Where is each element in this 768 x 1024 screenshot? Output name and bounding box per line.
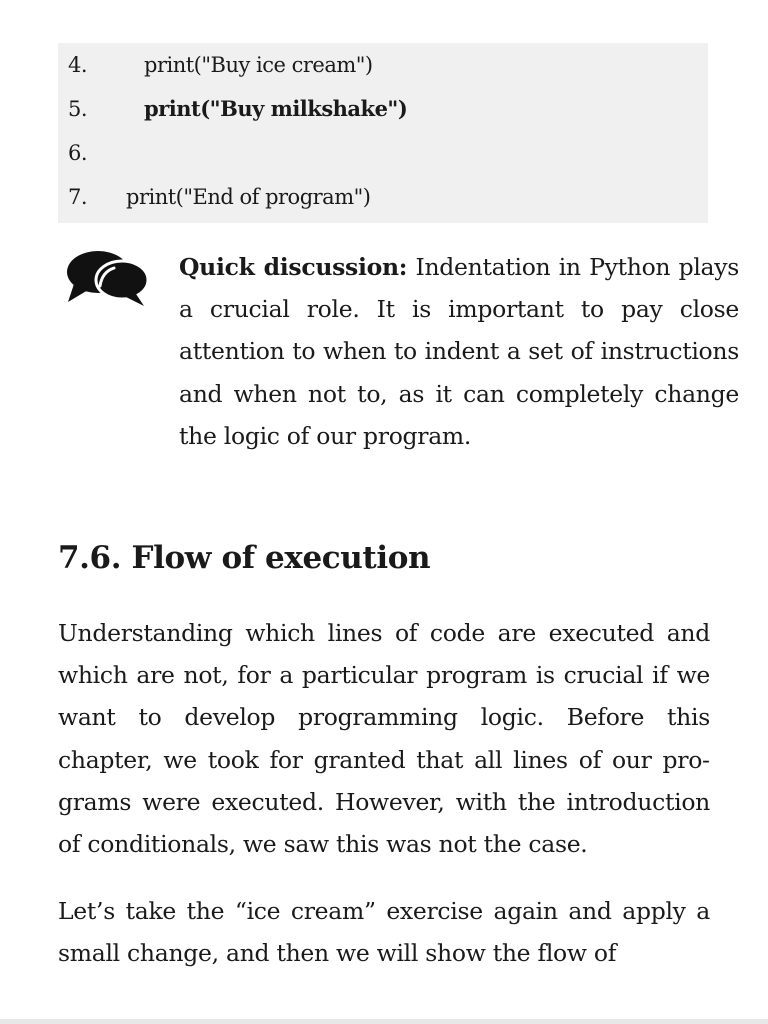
discussion-body: Indentation in Python plays a crucial role. It is important to pay close attention to when to indent a set of instructions and when not to, as it can completely change the logic of our program. — [179, 253, 740, 450]
line-number: 4. — [68, 53, 88, 77]
discussion-text — [179, 246, 739, 457]
speech-bubbles-icon — [64, 246, 150, 310]
discussion-lead: Quick discussion: — [179, 253, 408, 281]
code-line — [58, 175, 708, 219]
code-block — [58, 43, 708, 223]
code-text: print("End of program") — [126, 185, 371, 209]
line-number: 6. — [68, 141, 88, 165]
page-bottom-edge — [0, 1019, 768, 1024]
code-line — [58, 87, 708, 131]
code-line — [58, 43, 708, 87]
line-number: 7. — [68, 185, 88, 209]
code-text: print("Buy ice cream") — [144, 53, 373, 77]
section-heading: 7.6. Flow of execution — [58, 540, 431, 576]
code-text: print("Buy milkshake") — [144, 96, 408, 121]
code-line — [58, 131, 708, 175]
line-number: 5. — [68, 97, 88, 121]
body-paragraph: Understanding which lines of code are executed and which are not, for a particular program is crucial if we want to develop programming logic. Before this chapter, we took for granted that all lines of our programs were executed. However, with the introduction of conditionals, we saw this was not the case. — [58, 619, 710, 859]
body-paragraph: Let’s take the “ice cream” exercise again and apply a small change, and then we will show the flow of — [58, 897, 710, 968]
